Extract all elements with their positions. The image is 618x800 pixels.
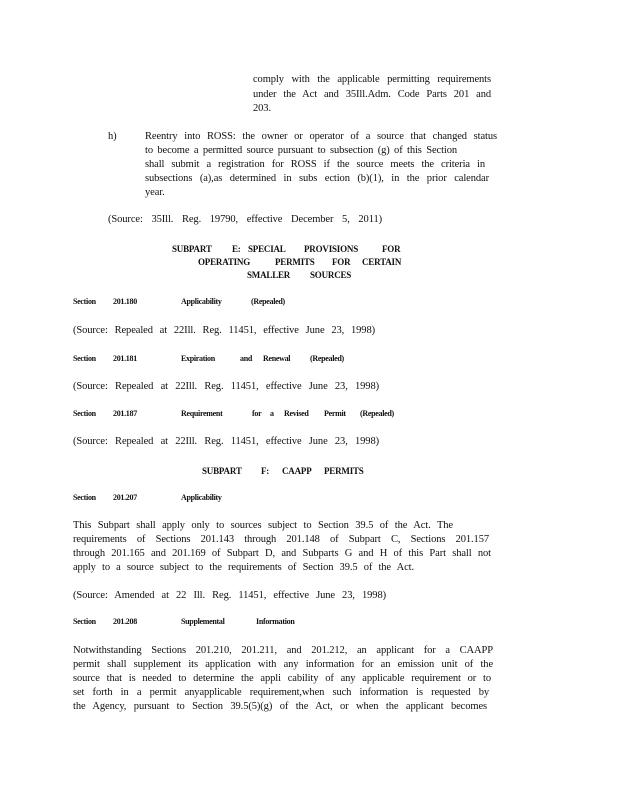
subpart-e-word: E:: [232, 244, 241, 254]
subpart-e-word: FOR: [332, 257, 351, 267]
section-title-word: for: [252, 409, 262, 418]
section-number: 201.207: [113, 493, 137, 502]
subpart-f-word: F:: [261, 466, 270, 476]
section-title: Supplemental: [181, 617, 225, 626]
source-note: (Source: Amended at 22 Ill. Reg. 11451, effective June 23, 1998): [73, 590, 386, 601]
subpart-e-word: SPECIAL: [248, 244, 286, 254]
paragraph-208-line: the Agency, pursuant to Section 39.5(5)(g) of the Act, or when the applicant becomes: [73, 701, 487, 712]
subpart-f-word: CAAPP: [282, 466, 312, 476]
source-note: (Source: Repealed at 22Ill. Reg. 11451, effective June 23, 1998): [73, 436, 379, 447]
subpart-e-word: OPERATING: [198, 257, 251, 267]
section-number: 201.187: [113, 409, 137, 418]
section-title-word: Renewal: [263, 354, 291, 363]
section-title: Expiration: [181, 354, 215, 363]
source-note: (Source: 35Ill. Reg. 19790, effective December 5, 2011): [108, 214, 382, 225]
subpart-e-word: CERTAIN: [362, 257, 402, 267]
continuation-line: under the Act and 35Ill.Adm. Code Parts 201 and: [253, 89, 491, 100]
section-title-word: Permit: [324, 409, 346, 418]
section-title-word: Information: [256, 617, 295, 626]
paragraph-208-line: set forth in a permit anyapplicable requirement,when such information is requested by: [73, 687, 489, 698]
section-number: 201.208: [113, 617, 137, 626]
section-label: Section: [73, 409, 96, 418]
paragraph-207-line: apply to a source subject to the requirements of Section 39.5 of the Act.: [73, 562, 414, 573]
item-h-line: subsections (a),as determined in subs ection (b)(1), in the prior calendar: [145, 173, 489, 184]
paragraph-208-line: permit shall supplement its application with any information for an emission unit of the: [73, 659, 493, 670]
paragraph-208-line: Notwithstanding Sections 201.210, 201.211, and 201.212, an applicant for a CAAPP: [73, 645, 493, 656]
section-number: 201.180: [113, 297, 137, 306]
item-h-line: year.: [145, 187, 165, 198]
section-number: 201.181: [113, 354, 137, 363]
subpart-e-word: SMALLER: [247, 270, 291, 280]
continuation-line: comply with the applicable permitting requirements: [253, 74, 491, 85]
subpart-e-word: PERMITS: [275, 257, 315, 267]
subpart-f-word: SUBPART: [202, 466, 242, 476]
item-h-marker: h): [108, 131, 117, 142]
section-title-word: and: [240, 354, 252, 363]
section-title: Requirement: [181, 409, 223, 418]
subpart-e-word: SUBPART: [172, 244, 212, 254]
item-h-line: shall submit a registration for ROSS if the source meets the criteria in: [145, 159, 485, 170]
item-h-line: Reentry into ROSS: the owner or operator of a source that changed status: [145, 131, 497, 142]
section-heading-201-208: [73, 617, 313, 629]
section-title-word: Revised: [284, 409, 309, 418]
section-title: Applicability: [181, 297, 222, 306]
paragraph-207-line: requirements of Sections 201.143 through 201.148 of Subpart C, Sections 201.157: [73, 534, 489, 545]
section-label: Section: [73, 354, 96, 363]
section-label: Section: [73, 493, 96, 502]
continuation-line: 203.: [253, 103, 271, 114]
subpart-e-word: SOURCES: [310, 270, 352, 280]
subpart-e-heading: [172, 243, 402, 283]
section-heading-201-181: [73, 354, 373, 366]
subpart-f-word: PERMITS: [324, 466, 364, 476]
item-h-line: to become a permitted source pursuant to subsection (g) of this Section: [145, 145, 457, 156]
section-heading-201-187: [73, 409, 393, 421]
subpart-f-heading: [202, 465, 362, 478]
section-label: Section: [73, 297, 96, 306]
paragraph-207-line: through 201.165 and 201.169 of Subpart D, and Subparts G and H of this Part shall not: [73, 548, 491, 559]
section-heading-201-180: [73, 297, 373, 309]
section-heading-201-207: [73, 493, 273, 505]
paragraph-207-line: This Subpart shall apply only to sources subject to Section 39.5 of the Act. The: [73, 520, 453, 531]
section-title-word: a: [270, 409, 274, 418]
source-note: (Source: Repealed at 22Ill. Reg. 11451, effective June 23, 1998): [73, 325, 375, 336]
section-status: (Repealed): [251, 297, 285, 306]
subpart-e-word: FOR: [382, 244, 401, 254]
subpart-e-word: PROVISIONS: [304, 244, 359, 254]
section-status: (Repealed): [310, 354, 344, 363]
source-note: (Source: Repealed at 22Ill. Reg. 11451, effective June 23, 1998): [73, 381, 379, 392]
section-title: Applicability: [181, 493, 222, 502]
paragraph-208-line: source that is needed to determine the appli cability of any applicable requirement or to: [73, 673, 491, 684]
section-status: (Repealed): [360, 409, 394, 418]
section-label: Section: [73, 617, 96, 626]
